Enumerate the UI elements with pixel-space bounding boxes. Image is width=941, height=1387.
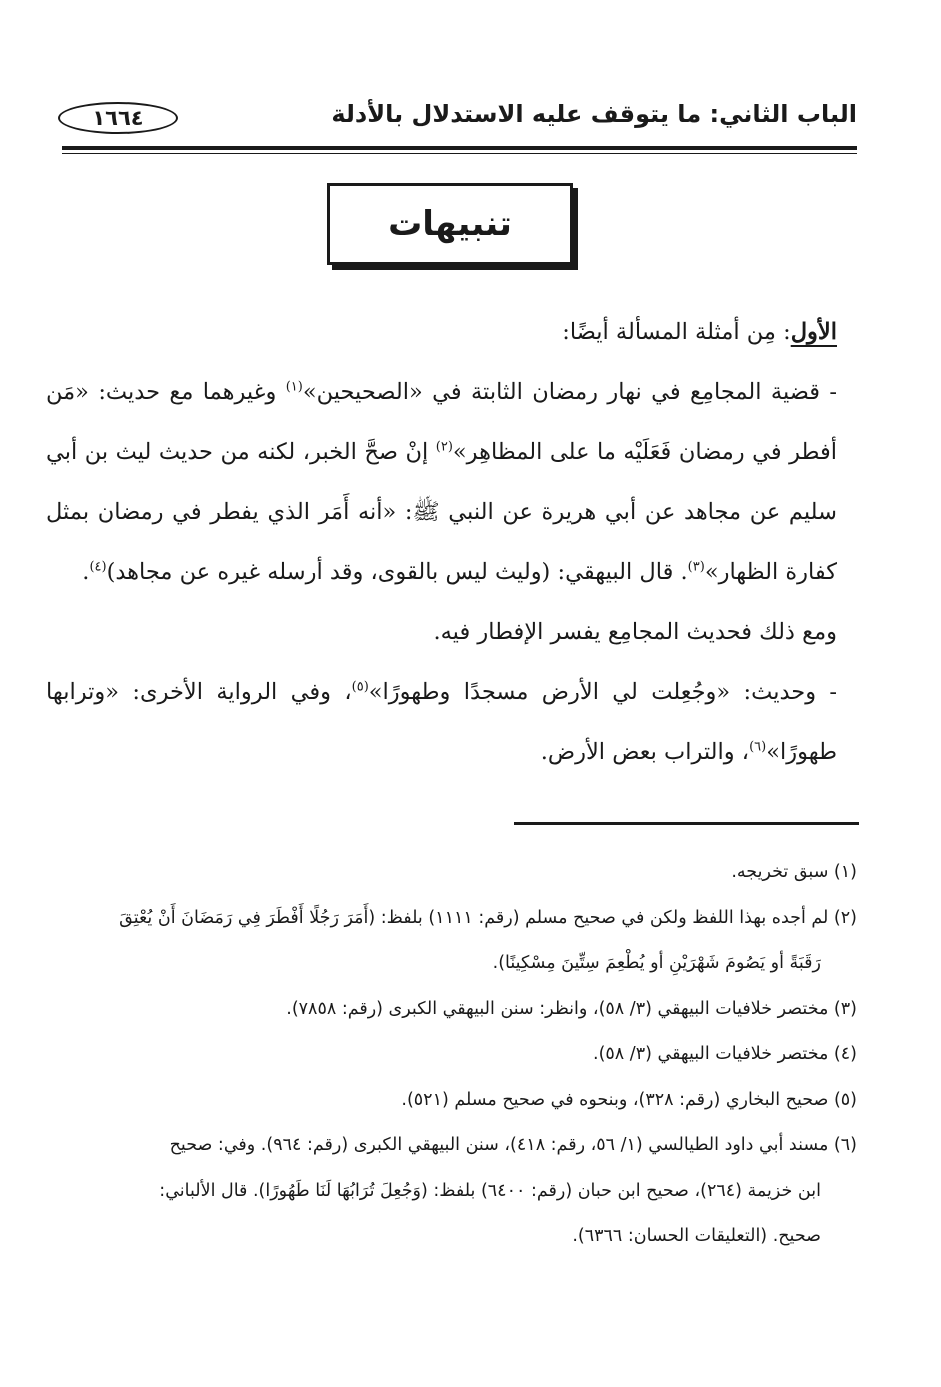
paragraph-1-part-d: . قال البيهقي: (وليث ليس بالقوى، وقد أرسله غيره عن مجاهد) — [106, 559, 688, 585]
header-rule — [62, 146, 857, 150]
footnote-6-continued-2: صحيح. (التعليقات الحسان: ٦٣٦٦). — [572, 1226, 821, 1246]
footnote-4: (٤) مختصر خلافيات البيهقي (٣/ ٥٨). — [593, 1044, 857, 1064]
first-text: : مِن أمثلة المسألة أيضًا: — [562, 319, 791, 345]
header-rule-thin — [62, 153, 857, 154]
paragraph-1 — [46, 362, 837, 602]
paragraph-1-part-a: - قضية المجامِع في نهار رمضان الثابتة في «الصحيحين» — [302, 379, 837, 405]
paragraph-3-part-a: - وحديث: «وجُعِلت لي الأرض مسجدًا وطهورًا» — [368, 679, 838, 705]
first-heading-line — [46, 302, 837, 362]
footnote-1: (١) سبق تخريجه. — [731, 862, 857, 882]
footnote-ref-3: (٣) — [687, 559, 705, 575]
footnote-6-continued: ابن خزيمة (٢٦٤)، صحيح ابن حبان (رقم: ٦٤٠٠) بلفظ: (وَجُعِلَ تُرَابُهَا لَنَا طَهُورًا). قال الألباني: — [159, 1180, 821, 1201]
footnote-ref-2: (٢) — [435, 439, 453, 455]
footnote-ref-6: (٦) — [749, 739, 767, 755]
footnote-2: (٢) لم أجده بهذا اللفظ ولكن في صحيح مسلم (رقم: ١١١١) بلفظ: (أَمَرَ رَجُلًا أَفْطَرَ فِي رَمَضَانَ أَنْ يُعْتِقَ — [119, 907, 857, 928]
main-text — [46, 302, 837, 782]
first-label: الأول — [790, 319, 837, 345]
paragraph-1-part-b: وغيرهما مع حديث: «مَن أفطر في رمضان فَعَلَيْه ما على المظاهِر» — [46, 379, 838, 465]
footnote-ref-5: (٥) — [351, 679, 369, 695]
paragraph-3-part-b: ، وفي الرواية الأخرى: «وترابها طهورًا» — [46, 679, 837, 765]
footnote-ref-4: (٤) — [89, 559, 107, 575]
section-title: تنبيهات — [388, 204, 512, 244]
footnote-2-continued: رَقَبَةً أو يَصُومَ شَهْرَيْنِ أو يُطْعِمَ سِتِّينَ مِسْكِينًا). — [492, 953, 821, 973]
paragraph-1-part-e: . — [82, 559, 90, 585]
footnotes — [46, 850, 857, 1260]
paragraph-2: ومع ذلك فحديث المجامِع يفسر الإفطار فيه. — [433, 619, 837, 645]
page-number: ١٦٦٤ — [58, 102, 178, 134]
section-title-box — [327, 183, 573, 265]
running-header — [58, 100, 857, 144]
footnote-separator — [514, 822, 859, 825]
paragraph-3-part-c: ، والتراب بعض الأرض. — [540, 739, 750, 765]
chapter-title: الباب الثاني: ما يتوقف عليه الاستدلال بالأدلة — [331, 100, 857, 128]
footnote-5: (٥) صحيح البخاري (رقم: ٣٢٨)، وبنحوه في صحيح مسلم (٥٢١). — [401, 1089, 857, 1110]
footnote-6: (٦) مسند أبي داود الطيالسي (١/ ٥٦، رقم: ٤١٨)، سنن البيهقي الكبرى (رقم: ٩٦٤). وفي: صحيح — [169, 1135, 857, 1155]
paragraph-3 — [46, 662, 837, 782]
footnote-ref-1: (١) — [285, 379, 303, 395]
paragraph-1-part-c: إنْ صحَّ الخبر، لكنه من حديث ليث بن أبي سليم عن مجاهد عن أبي هريرة عن النبي ﷺ: «أنه أَمَر الذي يفطر في رمضان بمثل كفارة الظهار» — [46, 439, 837, 585]
footnote-3: (٣) مختصر خلافيات البيهقي (٣/ ٥٨)، وانظر: سنن البيهقي الكبرى (رقم: ٧٨٥٨). — [286, 998, 857, 1019]
